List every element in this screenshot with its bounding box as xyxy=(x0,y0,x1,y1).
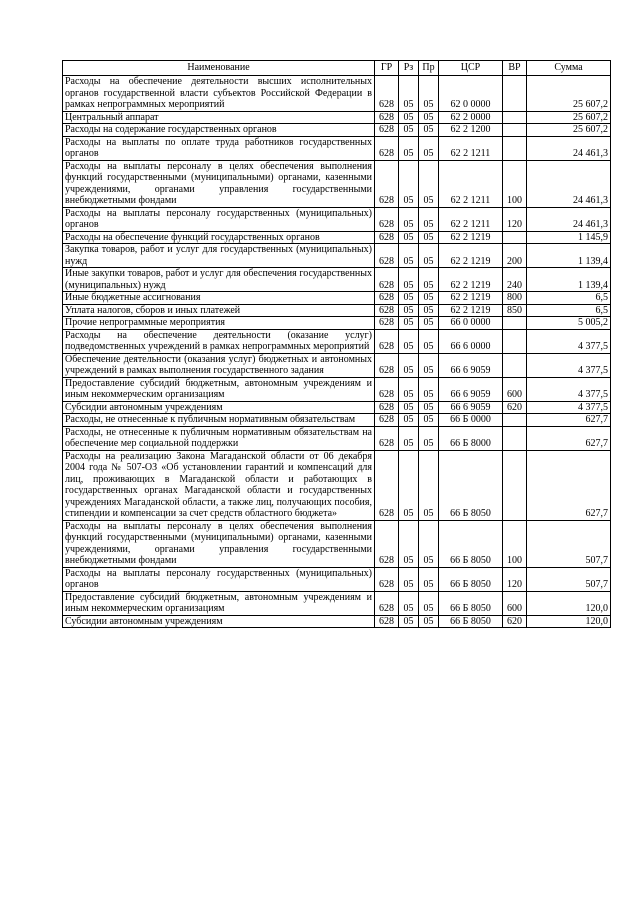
header-name: Наименование xyxy=(63,61,375,76)
cell-rz: 05 xyxy=(399,111,419,124)
cell-name: Расходы на выплаты персоналу государственных (муниципальных) органов xyxy=(63,567,375,591)
table-row xyxy=(63,268,611,292)
table-row xyxy=(63,317,611,330)
cell-name: Иные бюджетные ассигнования xyxy=(63,292,375,305)
cell-csr: 66 6 9059 xyxy=(439,377,503,401)
cell-pr: 05 xyxy=(419,160,439,207)
cell-csr: 62 2 1219 xyxy=(439,244,503,268)
cell-vr: 100 xyxy=(503,160,527,207)
cell-pr: 05 xyxy=(419,304,439,317)
cell-pr: 05 xyxy=(419,450,439,520)
cell-name: Уплата налогов, сборов и иных платежей xyxy=(63,304,375,317)
table-row xyxy=(63,353,611,377)
cell-rz: 05 xyxy=(399,591,419,615)
table-row xyxy=(63,111,611,124)
cell-name: Расходы на обеспечение деятельности высших исполнительных органов государственной власти субъектов Российской Федерации в рамках непрограммных мероприятий xyxy=(63,76,375,112)
header-row xyxy=(63,61,611,76)
cell-rz: 05 xyxy=(399,231,419,244)
cell-gr: 628 xyxy=(375,160,399,207)
cell-rz: 05 xyxy=(399,401,419,414)
cell-vr: 120 xyxy=(503,207,527,231)
cell-pr: 05 xyxy=(419,111,439,124)
cell-name: Обеспечение деятельности (оказания услуг) бюджетных и автономных учреждений в рамках выполнения государственного задания xyxy=(63,353,375,377)
cell-csr: 66 6 9059 xyxy=(439,353,503,377)
cell-pr: 05 xyxy=(419,401,439,414)
cell-sum: 24 461,3 xyxy=(527,160,611,207)
table-row xyxy=(63,414,611,427)
cell-csr: 62 2 1219 xyxy=(439,231,503,244)
cell-vr: 240 xyxy=(503,268,527,292)
cell-sum: 4 377,5 xyxy=(527,401,611,414)
cell-gr: 628 xyxy=(375,615,399,628)
table-row xyxy=(63,520,611,567)
cell-gr: 628 xyxy=(375,401,399,414)
cell-rz: 05 xyxy=(399,207,419,231)
cell-sum: 4 377,5 xyxy=(527,377,611,401)
cell-name: Предоставление субсидий бюджетным, автономным учреждениям и иным некоммерческим организациям xyxy=(63,377,375,401)
cell-pr: 05 xyxy=(419,567,439,591)
table-row xyxy=(63,244,611,268)
cell-sum: 25 607,2 xyxy=(527,111,611,124)
cell-sum: 120,0 xyxy=(527,615,611,628)
cell-pr: 05 xyxy=(419,377,439,401)
cell-pr: 05 xyxy=(419,615,439,628)
cell-gr: 628 xyxy=(375,244,399,268)
cell-rz: 05 xyxy=(399,426,419,450)
cell-pr: 05 xyxy=(419,520,439,567)
cell-pr: 05 xyxy=(419,76,439,112)
cell-rz: 05 xyxy=(399,304,419,317)
cell-pr: 05 xyxy=(419,317,439,330)
cell-pr: 05 xyxy=(419,353,439,377)
header-vr: ВР xyxy=(503,61,527,76)
cell-rz: 05 xyxy=(399,76,419,112)
cell-name: Прочие непрограммные мероприятия xyxy=(63,317,375,330)
cell-csr: 66 6 0000 xyxy=(439,329,503,353)
cell-vr: 850 xyxy=(503,304,527,317)
table-row xyxy=(63,450,611,520)
cell-vr: 620 xyxy=(503,615,527,628)
cell-pr: 05 xyxy=(419,591,439,615)
cell-csr: 62 2 1211 xyxy=(439,136,503,160)
cell-csr: 62 2 0000 xyxy=(439,111,503,124)
cell-gr: 628 xyxy=(375,377,399,401)
cell-name: Расходы на обеспечение функций государственных органов xyxy=(63,231,375,244)
cell-vr: 600 xyxy=(503,377,527,401)
cell-gr: 628 xyxy=(375,520,399,567)
cell-gr: 628 xyxy=(375,111,399,124)
cell-sum: 627,7 xyxy=(527,426,611,450)
cell-rz: 05 xyxy=(399,317,419,330)
cell-vr xyxy=(503,317,527,330)
cell-gr: 628 xyxy=(375,304,399,317)
cell-name: Субсидии автономным учреждениям xyxy=(63,615,375,628)
cell-sum: 4 377,5 xyxy=(527,353,611,377)
table-row xyxy=(63,292,611,305)
cell-rz: 05 xyxy=(399,268,419,292)
cell-pr: 05 xyxy=(419,268,439,292)
table-row xyxy=(63,231,611,244)
cell-name: Иные закупки товаров, работ и услуг для обеспечения государственных (муниципальных) нужд xyxy=(63,268,375,292)
cell-vr xyxy=(503,353,527,377)
cell-rz: 05 xyxy=(399,124,419,137)
table-row xyxy=(63,567,611,591)
cell-vr: 800 xyxy=(503,292,527,305)
cell-pr: 05 xyxy=(419,292,439,305)
cell-csr: 66 Б 0000 xyxy=(439,414,503,427)
cell-gr: 628 xyxy=(375,136,399,160)
cell-name: Расходы на выплаты по оплате труда работников государственных органов xyxy=(63,136,375,160)
cell-vr xyxy=(503,414,527,427)
cell-pr: 05 xyxy=(419,124,439,137)
cell-name: Предоставление субсидий бюджетным, автономным учреждениям и иным некоммерческим организациям xyxy=(63,591,375,615)
cell-sum: 507,7 xyxy=(527,520,611,567)
header-sum: Сумма xyxy=(527,61,611,76)
cell-csr: 62 0 0000 xyxy=(439,76,503,112)
cell-gr: 628 xyxy=(375,567,399,591)
cell-csr: 66 0 0000 xyxy=(439,317,503,330)
header-gr: ГР xyxy=(375,61,399,76)
cell-csr: 66 Б 8050 xyxy=(439,591,503,615)
cell-rz: 05 xyxy=(399,450,419,520)
cell-name: Расходы на выплаты персоналу в целях обеспечения выполнения функций государственными (муниципальными) органами, казенными учреждениями, органами управления государственными внебюджетными фондами xyxy=(63,520,375,567)
cell-csr: 62 2 1211 xyxy=(439,207,503,231)
cell-sum: 24 461,3 xyxy=(527,136,611,160)
cell-rz: 05 xyxy=(399,292,419,305)
cell-csr: 66 Б 8050 xyxy=(439,567,503,591)
cell-name: Расходы на содержание государственных органов xyxy=(63,124,375,137)
cell-name: Субсидии автономным учреждениям xyxy=(63,401,375,414)
cell-vr xyxy=(503,76,527,112)
cell-pr: 05 xyxy=(419,244,439,268)
table-row xyxy=(63,426,611,450)
cell-vr xyxy=(503,231,527,244)
cell-sum: 6,5 xyxy=(527,304,611,317)
cell-gr: 628 xyxy=(375,591,399,615)
cell-pr: 05 xyxy=(419,426,439,450)
cell-rz: 05 xyxy=(399,377,419,401)
cell-gr: 628 xyxy=(375,207,399,231)
cell-gr: 628 xyxy=(375,450,399,520)
cell-csr: 62 2 1219 xyxy=(439,292,503,305)
cell-vr xyxy=(503,426,527,450)
cell-gr: 628 xyxy=(375,292,399,305)
header-csr: ЦСР xyxy=(439,61,503,76)
cell-vr xyxy=(503,136,527,160)
table-row xyxy=(63,329,611,353)
cell-csr: 62 2 1200 xyxy=(439,124,503,137)
table-row xyxy=(63,591,611,615)
budget-table xyxy=(62,60,611,628)
cell-name: Расходы на выплаты персоналу государственных (муниципальных) органов xyxy=(63,207,375,231)
cell-name: Расходы на обеспечение деятельности (оказание услуг) подведомственных учреждений в рамках непрограммных мероприятий xyxy=(63,329,375,353)
cell-csr: 66 Б 8050 xyxy=(439,615,503,628)
cell-csr: 62 2 1211 xyxy=(439,160,503,207)
cell-gr: 628 xyxy=(375,317,399,330)
cell-rz: 05 xyxy=(399,160,419,207)
cell-pr: 05 xyxy=(419,207,439,231)
cell-vr xyxy=(503,450,527,520)
cell-gr: 628 xyxy=(375,76,399,112)
cell-name: Закупка товаров, работ и услуг для государственных (муниципальных) нужд xyxy=(63,244,375,268)
cell-csr: 66 6 9059 xyxy=(439,401,503,414)
cell-csr: 66 Б 8050 xyxy=(439,450,503,520)
cell-name: Расходы на реализацию Закона Магаданской области от 06 декабря 2004 года № 507-ОЗ «Об установлении гарантий и компенсаций для лиц, проживающих в Магаданской области и работающих в государственных органах Магаданской области и государственных учреждениях Магаданской области, а также лиц, получающих пособия, стипендии и компенсации за счет средств областного бюджета» xyxy=(63,450,375,520)
cell-gr: 628 xyxy=(375,353,399,377)
cell-sum: 25 607,2 xyxy=(527,124,611,137)
cell-vr xyxy=(503,124,527,137)
cell-name: Центральный аппарат xyxy=(63,111,375,124)
table-row xyxy=(63,124,611,137)
cell-sum: 627,7 xyxy=(527,414,611,427)
cell-sum: 1 139,4 xyxy=(527,268,611,292)
table-row xyxy=(63,377,611,401)
table-row xyxy=(63,76,611,112)
cell-gr: 628 xyxy=(375,426,399,450)
cell-vr: 200 xyxy=(503,244,527,268)
cell-pr: 05 xyxy=(419,329,439,353)
table-body xyxy=(63,76,611,628)
cell-csr: 62 2 1219 xyxy=(439,304,503,317)
cell-sum: 627,7 xyxy=(527,450,611,520)
cell-sum: 1 139,4 xyxy=(527,244,611,268)
cell-rz: 05 xyxy=(399,329,419,353)
cell-vr xyxy=(503,329,527,353)
cell-rz: 05 xyxy=(399,567,419,591)
cell-sum: 5 005,2 xyxy=(527,317,611,330)
cell-csr: 62 2 1219 xyxy=(439,268,503,292)
cell-pr: 05 xyxy=(419,414,439,427)
cell-gr: 628 xyxy=(375,124,399,137)
cell-sum: 507,7 xyxy=(527,567,611,591)
table-row xyxy=(63,207,611,231)
cell-rz: 05 xyxy=(399,520,419,567)
cell-name: Расходы на выплаты персоналу в целях обеспечения выполнения функций государственными (муниципальными) органами, казенными учреждениями, органами управления государственными внебюджетными фондами xyxy=(63,160,375,207)
cell-vr: 620 xyxy=(503,401,527,414)
cell-rz: 05 xyxy=(399,353,419,377)
header-pr: Пр xyxy=(419,61,439,76)
cell-gr: 628 xyxy=(375,329,399,353)
table-row xyxy=(63,136,611,160)
cell-gr: 628 xyxy=(375,414,399,427)
cell-vr: 120 xyxy=(503,567,527,591)
cell-sum: 120,0 xyxy=(527,591,611,615)
cell-rz: 05 xyxy=(399,615,419,628)
table-row xyxy=(63,615,611,628)
table-row xyxy=(63,401,611,414)
cell-rz: 05 xyxy=(399,244,419,268)
cell-pr: 05 xyxy=(419,231,439,244)
cell-sum: 25 607,2 xyxy=(527,76,611,112)
cell-sum: 4 377,5 xyxy=(527,329,611,353)
cell-vr xyxy=(503,111,527,124)
cell-name: Расходы, не отнесенные к публичным нормативным обязательствам на обеспечение мер социальной поддержки xyxy=(63,426,375,450)
cell-pr: 05 xyxy=(419,136,439,160)
header-rz: Рз xyxy=(399,61,419,76)
cell-sum: 24 461,3 xyxy=(527,207,611,231)
cell-name: Расходы, не отнесенные к публичным нормативным обязательствам xyxy=(63,414,375,427)
cell-csr: 66 Б 8050 xyxy=(439,520,503,567)
cell-gr: 628 xyxy=(375,231,399,244)
cell-vr: 100 xyxy=(503,520,527,567)
cell-sum: 6,5 xyxy=(527,292,611,305)
cell-rz: 05 xyxy=(399,136,419,160)
cell-sum: 1 145,9 xyxy=(527,231,611,244)
cell-csr: 66 Б 8000 xyxy=(439,426,503,450)
cell-vr: 600 xyxy=(503,591,527,615)
cell-rz: 05 xyxy=(399,414,419,427)
table-row xyxy=(63,160,611,207)
table-row xyxy=(63,304,611,317)
cell-gr: 628 xyxy=(375,268,399,292)
